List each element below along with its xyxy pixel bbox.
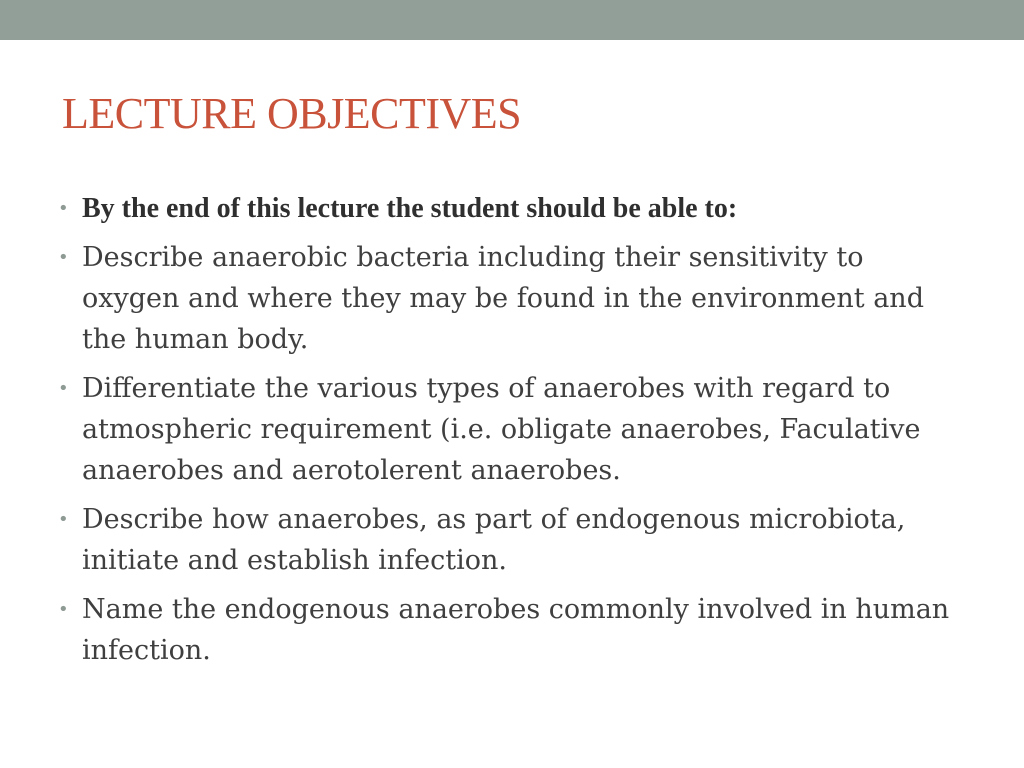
list-item (58, 368, 958, 491)
bullet-icon: • (58, 378, 69, 399)
bullet-text: Describe how anaerobes, as part of endogenous microbiota, initiate and establish infection. (82, 504, 906, 576)
bullet-icon: • (58, 599, 69, 620)
bullet-text: Name the endogenous anaerobes commonly involved in human infection. (82, 594, 950, 666)
list-item (58, 499, 958, 581)
bullet-text: By the end of this lecture the student should be able to: (82, 193, 738, 224)
objectives-list (58, 188, 958, 679)
list-item (58, 188, 958, 229)
bullet-icon: • (58, 198, 69, 219)
top-banner-bar (0, 0, 1024, 40)
list-item (58, 237, 958, 360)
bullet-text: Describe anaerobic bacteria including their sensitivity to oxygen and where they may be found in the environment and the human body. (82, 242, 924, 355)
bullet-icon: • (58, 247, 69, 268)
slide-title: LECTURE OBJECTIVES (62, 89, 522, 138)
bullet-text: Differentiate the various types of anaerobes with regard to atmospheric requirement (i.e. obligate anaerobes, Faculative anaerobes and aerotolerent anaerobes. (82, 373, 921, 486)
list-item (58, 589, 958, 671)
bullet-icon: • (58, 509, 69, 530)
